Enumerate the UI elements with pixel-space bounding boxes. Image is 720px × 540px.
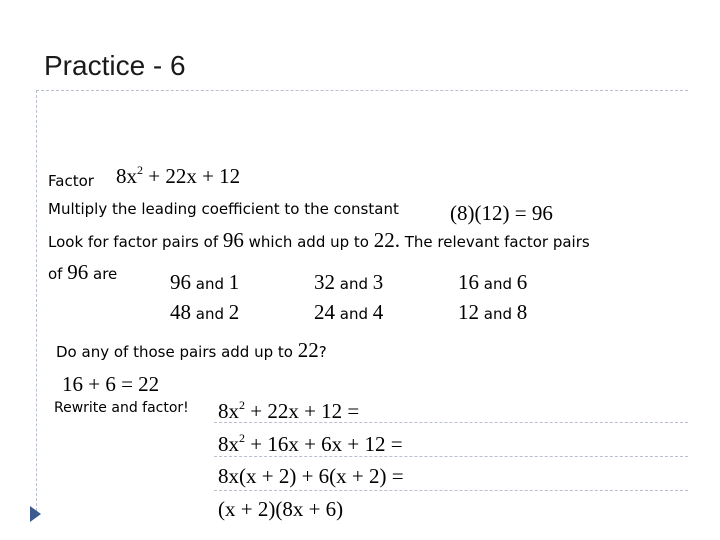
title-divider (36, 90, 688, 91)
bullet-arrow-icon (30, 506, 41, 522)
factor-label: Factor (48, 172, 94, 190)
left-divider (36, 90, 37, 516)
multiply-instruction: Multiply the leading coefficient to the constant (48, 200, 399, 218)
step-divider (214, 456, 688, 457)
factor-pair: 24 and 4 (314, 300, 384, 324)
slide-title: Practice - 6 (44, 50, 186, 81)
sum-question: Do any of those pairs add up to 22? (56, 338, 327, 362)
factor-expression: $8x^2 + 22x + 12$ (116, 163, 241, 188)
factor-pairs-instruction: Look for factor pairs of 96 which add up to 22. The relevant factor pairs (48, 228, 590, 252)
factor-pair: 32 and 3 (314, 270, 384, 294)
factor-pair: 48 and 2 (170, 300, 240, 324)
factor-pairs-instruction-cont: of 96 are (48, 260, 118, 284)
step-divider (214, 490, 688, 491)
factor-pair: 96 and 1 (170, 270, 240, 294)
factor-pair: 12 and 8 (458, 300, 528, 324)
step-3: 8x(x + 2) + 6(x + 2) = (218, 464, 404, 488)
factor-pair: 16 and 6 (458, 270, 528, 294)
step-1: $8x^2 + 22x + 12$ = (218, 398, 360, 423)
step-4: (x + 2)(8x + 6) (218, 497, 344, 521)
step-2: $8x^2 + 16x + 6x + 12$ = (218, 431, 403, 456)
rewrite-label: Rewrite and factor! (54, 400, 189, 416)
product-expression: (8)(12) = 96 (450, 201, 553, 225)
sum-result: 16 + 6 = 22 (62, 372, 160, 396)
step-divider (214, 422, 688, 423)
